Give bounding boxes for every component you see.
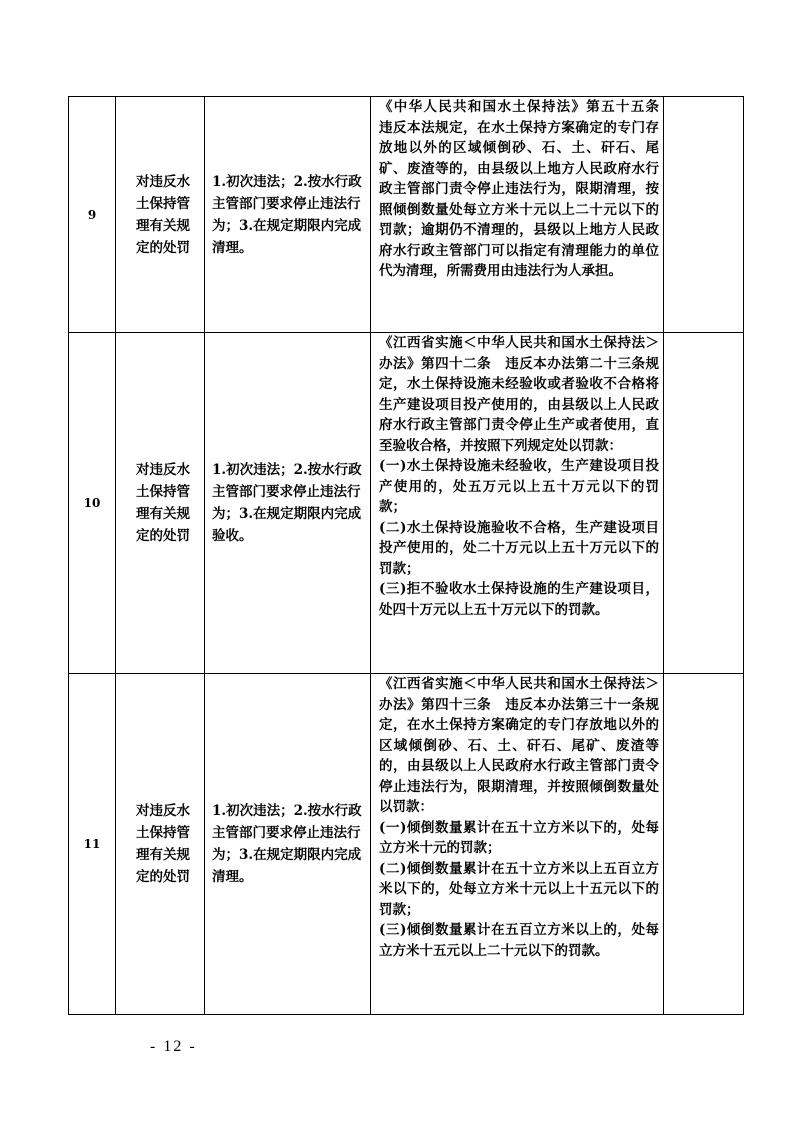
- row-number: 11: [69, 674, 116, 1015]
- basis-paragraph: (一)水土保持设施未经验收，生产建设项目投产使用的，处五万元以上五十万元以下的罚款；: [379, 458, 659, 515]
- item-name: 对违反水土保持管理有关规定的处罚: [116, 97, 205, 333]
- table-row: [69, 97, 744, 333]
- table-row: [69, 333, 744, 674]
- exemption-conditions: 1.初次违法；2.按水行政主管部门要求停止违法行为；3.在规定期限内完成清理。: [205, 97, 371, 333]
- item-name: 对违反水土保持管理有关规定的处罚: [116, 674, 205, 1015]
- exemption-conditions: 1.初次违法；2.按水行政主管部门要求停止违法行为；3.在规定期限内完成验收。: [205, 333, 371, 674]
- remarks-cell: [664, 97, 744, 333]
- basis-paragraph: (三)拒不验收水土保持设施的生产建设项目，处四十万元以上五十万元以下的罚款。: [379, 581, 659, 618]
- basis-paragraph: (二)水土保持设施验收不合格，生产建设项目投产使用的，处二十万元以上五十万元以下的罚款；: [379, 519, 659, 577]
- basis-paragraph: (一)倾倒数量累计在五十立方米以下的，处每立方米十元的罚款；: [379, 819, 659, 856]
- legal-basis: [371, 333, 664, 674]
- item-name: 对违反水土保持管理有关规定的处罚: [116, 333, 205, 674]
- basis-paragraph: (二)倾倒数量累计在五十立方米以上五百立方米以下的，处每立方米十元以上十五元以下的罚款；: [379, 860, 659, 918]
- remarks-cell: [664, 674, 744, 1015]
- legal-basis: [371, 674, 664, 1015]
- table-row: [69, 674, 744, 1015]
- exemption-conditions: 1.初次违法；2.按水行政主管部门要求停止违法行为；3.在规定期限内完成清理。: [205, 674, 371, 1015]
- basis-paragraph: 《中华人民共和国水土保持法》第五十五条 违反本法规定，在水土保持方案确定的专门存放地以外的区域倾倒砂、石、土、矸石、尾矿、废渣等的，由县级以上地方人民政府水行政主管部门责令停止违法行为，限期清理，按照倾倒数量处每立方米十元以上二十元以下的罚款；逾期仍不清理的，县级以上地方人民政府水行政主管部门可以指定有清理能力的单位代为清理，所需费用由违法行为人承担。: [379, 99, 673, 279]
- remarks-cell: [664, 333, 744, 674]
- row-number: 9: [69, 97, 116, 333]
- basis-paragraph: 《江西省实施＜中华人民共和国水土保持法＞办法》第四十二条 违反本办法第二十三条规定，水土保持设施未经验收或者验收不合格将生产建设项目投产使用的，由县级以上人民政府水行政主管部门责令停止生产或者使用，直至验收合格，并按照下列规定处以罚款：: [379, 335, 659, 454]
- basis-paragraph: 《江西省实施＜中华人民共和国水土保持法＞办法》第四十三条 违反本办法第三十一条规定，在水土保持方案确定的专门存放地以外的区域倾倒砂、石、土、矸石、尾矿、废渣等的，由县级以上人民政府水行政主管部门责令停止违法行为，限期清理，并按照倾倒数量处以罚款：: [379, 676, 659, 815]
- legal-basis: [371, 97, 673, 333]
- penalty-table: [68, 96, 744, 1015]
- row-number: 10: [69, 333, 116, 674]
- page-number: - 12 -: [150, 1038, 197, 1055]
- basis-paragraph: (三)倾倒数量累计在五百立方米以上的，处每立方米十五元以上二十元以下的罚款。: [379, 922, 659, 959]
